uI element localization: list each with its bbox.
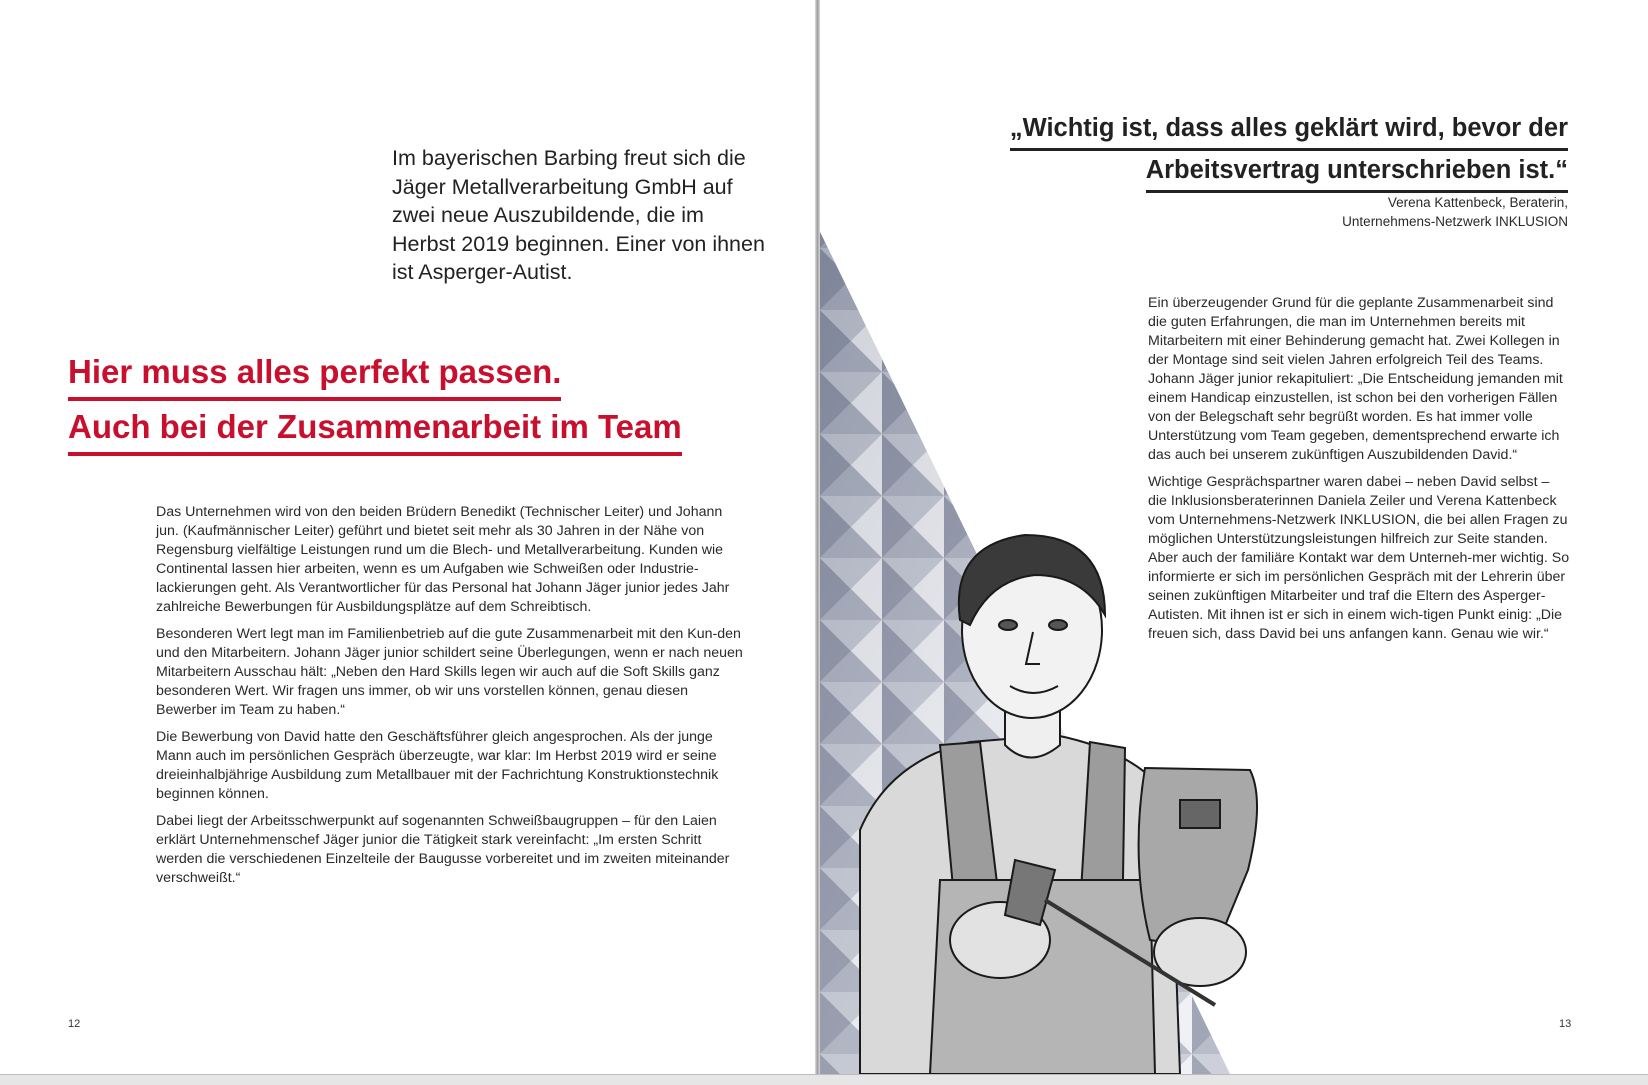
- paragraph: Das Unternehmen wird von den beiden Brüdern Benedikt (Technischer Leiter) und Johann jun. (Kaufmännischer Leiter) geführt und bietet seit mehr als 30 Jahren in der Nähe von Regensburg vielfältige Leistungen rund um die Blech- und Metallverarbeitung. Kunden wie Continental lassen hier arbeiten, wenn es um Aufgaben wie Schweißen oder Industrie-lackierungen geht. Als Verantwortlicher für das Personal hat Johann Jäger junior jedes Jahr zahlreiche Bewerbungen für Ausbildungsplätze auf dem Schreibtisch.: [156, 504, 730, 615]
- pull-quote: [968, 110, 1568, 194]
- paragraph: Wichtige Gesprächspartner waren dabei – neben David selbst – die Inklusionsberaterinnen Daniela Zeiler und Verena Kattenbeck vom Unternehmens-Netzwerk INKLUSION, die bei allen Fragen zu möglichen Unterstützungsleistungen hilfreich zur Seite standen. Aber auch der familiäre Kontakt war dem Unterneh-mer wichtig. So informierte er sich im persönlichen Gespräch mit der Lehrerin über seinen zukünftigen Mitarbeiter und traf die Eltern des Asperger-Autisten. Mit ihnen ist er sich in einem wich-tigen Punkt einig: „Die freuen sich, dass David bei uns anfangen kann. Genau wie wir.“: [1148, 474, 1570, 642]
- page-number-right: 13: [1559, 1018, 1572, 1030]
- left-body-text: [156, 503, 748, 896]
- intro-text: Im bayerischen Barbing freut sich die Jäger Metallverarbeitung GmbH auf zwei neue Auszubildende, die im Herbst 2019 beginnen. Einer von ihnen ist Asperger-Autist.: [392, 146, 765, 285]
- pull-quote-line-2: Arbeitsvertrag unterschrieben ist.“: [1146, 152, 1568, 193]
- paragraph: Ein überzeugender Grund für die geplante Zusammenarbeit sind die guten Erfahrungen, die man im Unternehmen bereits mit Mitarbeitern mit einer Behinderung gemacht hat. Zwei Kollegen in der Montage sind seit vielen Jahren erfolgreich Teil des Teams. Johann Jäger junior rekapituliert: „Die Entscheidung jemanden mit einem Handicap einzustellen, ist schon bei den vorherigen Fällen von der Belegschaft sehr begrüßt worden. Es hat immer volle Unterstützung vom Team gegeben, dementsprechend erwarte ich das auch bei unserem zukünftigen Auszubildenden David.“: [1148, 295, 1563, 463]
- headline-line-2: Auch bei der Zusammenarbeit im Team: [68, 403, 682, 456]
- paragraph: Dabei liegt der Arbeitsschwerpunkt auf sogenannten Schweißbaugruppen – für den Laien erklärt Unternehmenschef Jäger junior die Tätigkeit stark vereinfacht: „Im ersten Schritt werden die verschiedenen Einzelteile der Baugusse vorbereitet und im zweiten miteinander verschweißt.“: [156, 813, 730, 886]
- attribution-line-1: Verena Kattenbeck, Beraterin,: [1387, 195, 1568, 210]
- paragraph: Besonderen Wert legt man im Familienbetrieb auf die gute Zusammenarbeit mit den Kun-den und den Mitarbeitern. Johann Jäger junior schildert seine Überlegungen, wenn er nach neuen Mitarbeitern Ausschau hält: „Neben den Hard Skills legen wir auch auf die Soft Skills ganz besonderen Wert. Wir fragen uns immer, ob wir uns vorstellen können, genau diesen Bewerber im Team zu haben.“: [156, 626, 743, 718]
- right-page: [820, 0, 1648, 1084]
- page-bottom-edge: [0, 1074, 1648, 1085]
- paragraph: Die Bewerbung von David hatte den Geschäftsführer gleich angesprochen. Als der junge Mann auch im persönlichen Gespräch überzeugte, war klar: Im Herbst 2019 wird er seine dreieinhalbjährige Ausbildung zum Metallbauer mit der Fachrichtung Konstruktionstechnik beginnen können.: [156, 729, 719, 802]
- headline-line-1: Hier muss alles perfekt passen.: [68, 348, 561, 401]
- headline: [68, 348, 788, 458]
- quote-attribution: [1168, 193, 1568, 231]
- left-page: [0, 0, 818, 1084]
- attribution-line-2: Unternehmens-Netzwerk INKLUSION: [1342, 214, 1568, 229]
- page-number-left: 12: [68, 1018, 81, 1030]
- right-body-text: [1148, 294, 1570, 652]
- pull-quote-line-1: „Wichtig ist, dass alles geklärt wird, bevor der: [1010, 110, 1568, 151]
